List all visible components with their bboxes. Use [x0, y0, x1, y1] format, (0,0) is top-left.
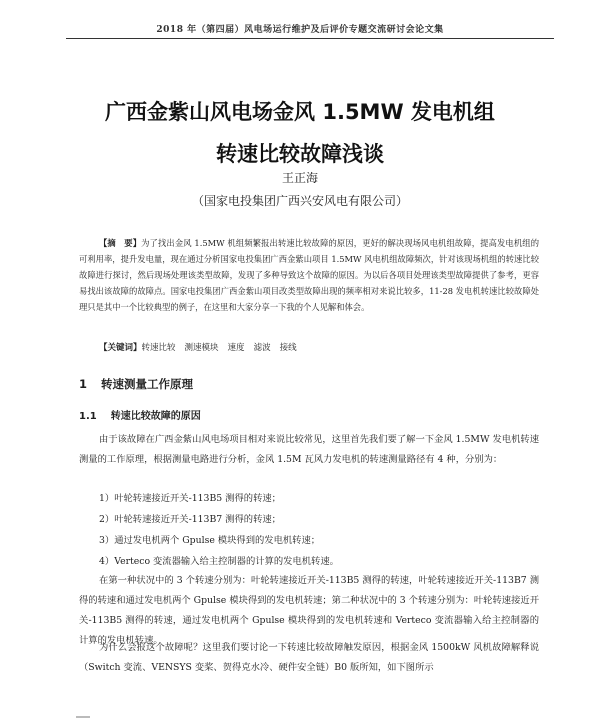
subsection-number: 1.1	[79, 411, 97, 422]
list-item: 2）叶轮转速接近开关-113B7 测得的转速；	[99, 514, 281, 525]
section-number: 1	[79, 377, 88, 391]
section-title: 转速测量工作原理	[101, 377, 194, 391]
subsection-title: 转速比较故障的原因	[110, 411, 201, 422]
affiliation: （国家电投集团广西兴安风电有限公司）	[191, 194, 408, 208]
keywords	[99, 341, 306, 353]
measurement-path-list	[99, 488, 339, 572]
running-header: 2018 年（第四届）风电场运行维护及后评价专题交流研讨会论文集	[156, 25, 444, 35]
keyword: 滤波	[253, 343, 271, 353]
abstract-text: 为了找出金风 1.5MW 机组频繁报出转速比较故障的原因，更好的解决现场风电机组故障，提高发电机组的可利用率，提升发电量，现在通过分析国家电投集团广西金紫山项目 1.5MW 风电机组故障频次，针对该现场机组的转速比较故障进行探讨，然后现场处理该类型故障，发现了多种导致这个故障的原因。为以后各项目处理该类型故障提供了参考，更容易找出该故障的故障点。国家电投集团广西金紫山项目改类型故障出现的频率相对来说比较多，11-28 发电机转速比较故障处理只是其中一个比较典型的例子，在这里和大家分享一下我的个人见解和体会。	[79, 238, 539, 312]
list-item: 4）Verteco 变流器输入给主控制器的计算的发电机转速。	[99, 556, 339, 567]
body-paragraph-2: 在第一种状况中的 3 个转速分别为：叶轮转速接近开关-113B5 测得的转速，叶轮转速接近开关-113B7 测得的转速和通过发电机两个 Gpulse 模块得到的发电机转速；第二种状况中的 3 个转速分别为：叶轮转速接近开关-113B5 测得的转速，通过发电机两个 Gpulse 模块得到的发电机转速和 Verteco 变流器输入给主控制器的计算的发电机转速。	[79, 575, 539, 646]
body-paragraph-1: 由于该故障在广西金紫山风电场项目相对来说比较常见，这里首先我们要了解一下金风 1.5MW 发电机转速测量的工作原理，根据测量电路进行分析，金风 1.5M 瓦风力发电机的转速测量路径有 4 种，分别为：	[79, 434, 539, 465]
list-item: 3）通过发电机两个 Gpulse 模块得到的发电机转速；	[99, 535, 321, 546]
author: 王正海	[281, 171, 318, 185]
body-paragraph-3: 为什么会报这个故障呢？这里我们要讨论一下转速比较故障触发原因，根据金风 1500kW 风机故障解释说（Switch 变流、VENSYS 变桨、贺得克水冷、硬件安全链）B0 版所知，如下图所示	[79, 642, 539, 673]
subsection-heading-1-1	[79, 407, 201, 422]
keyword: 接线	[279, 343, 297, 353]
keyword: 转速比较	[141, 343, 176, 353]
paper-title-line-1: 广西金紫山风电场金风 1.5MW 发电机组	[105, 100, 495, 125]
paper-title-line-2: 转速比较故障浅谈	[216, 142, 384, 167]
keywords-label: 【关键词】	[99, 343, 142, 353]
list-item: 1）叶轮转速接近开关-113B5 测得的转速；	[99, 493, 281, 504]
keyword: 速度	[227, 343, 245, 353]
section-heading-1	[79, 376, 193, 392]
scan-mark	[76, 716, 90, 718]
abstract-label: 【摘 要】	[99, 238, 142, 248]
keyword: 测速模块	[184, 343, 219, 353]
abstract	[79, 235, 539, 315]
header-rule	[66, 38, 554, 39]
